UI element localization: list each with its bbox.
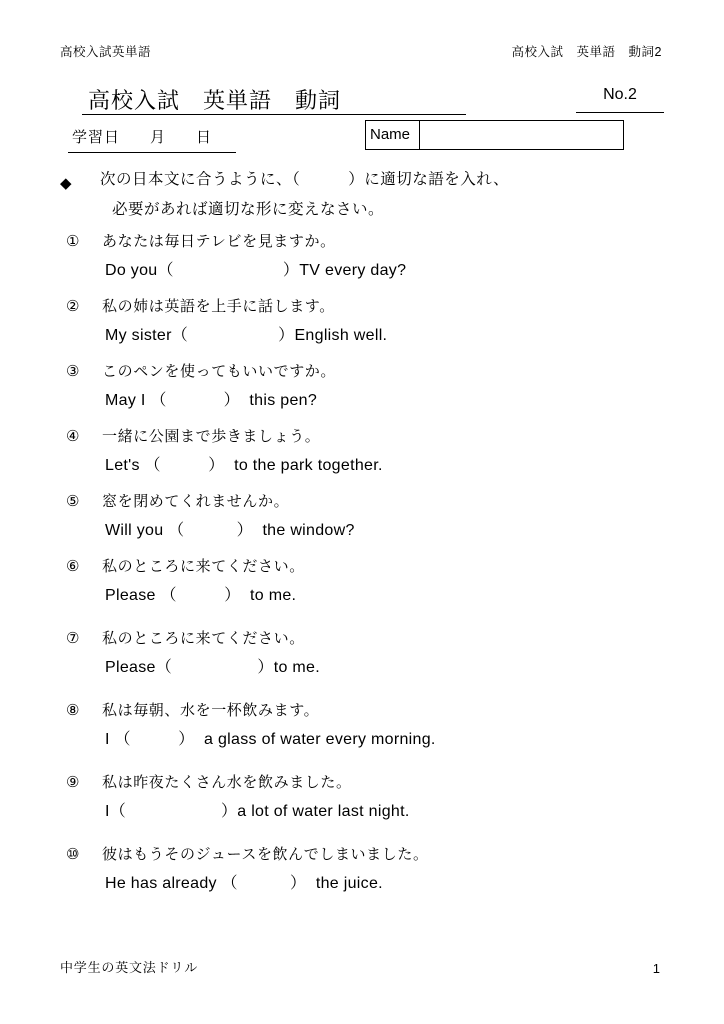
question-number: ⑨ <box>66 774 81 791</box>
question-japanese <box>60 488 680 516</box>
question-item <box>60 228 680 286</box>
question-japanese-text: 私は毎朝、水を一杯飲みます。 <box>102 702 320 719</box>
question-japanese <box>60 228 680 256</box>
study-date-underline <box>68 152 236 153</box>
question-item <box>60 358 680 416</box>
question-list <box>60 228 680 899</box>
sheet-number: No.2 <box>603 86 637 103</box>
question-item <box>60 488 680 546</box>
question-japanese-text: 私のところに来てください。 <box>102 630 305 647</box>
question-english[interactable]: He has already （ ） the juice. <box>105 875 383 892</box>
running-head-right: 高校入試 英単語 動詞2 <box>511 45 662 59</box>
question-english[interactable]: I（ ）a lot of water last night. <box>105 803 410 820</box>
question-japanese-text: 彼はもうそのジュースを飲んでしまいました。 <box>102 846 429 863</box>
question-japanese <box>60 841 680 869</box>
question-number: ② <box>66 298 81 315</box>
month-label: 月 <box>150 129 167 146</box>
question-japanese <box>60 423 680 451</box>
page-title: 高校入試 英単語 動詞 <box>88 88 342 113</box>
diamond-bullet-icon: ◆ <box>60 175 72 192</box>
name-label: Name <box>366 121 420 149</box>
question-english[interactable]: Please（ ）to me. <box>105 659 320 676</box>
question-number: ⑦ <box>66 630 81 647</box>
question-item <box>60 625 680 683</box>
question-item <box>60 841 680 899</box>
question-item <box>60 553 680 611</box>
name-box <box>365 120 624 150</box>
question-english[interactable]: Will you （ ） the window? <box>105 522 355 539</box>
instruction-line-1: 次の日本文に合うように、（ ）に適切な語を入れ、 <box>100 171 510 188</box>
question-number: ① <box>66 233 81 250</box>
question-number: ③ <box>66 363 81 380</box>
question-japanese <box>60 625 680 653</box>
question-japanese-text: このペンを使ってもいいですか。 <box>102 363 337 380</box>
question-english[interactable]: Do you（ ）TV every day? <box>105 262 407 279</box>
question-item <box>60 697 680 755</box>
meta-row <box>60 124 664 158</box>
page-number: 1 <box>652 961 660 976</box>
question-english[interactable]: I （ ） a glass of water every morning. <box>105 731 436 748</box>
question-japanese-text: あなたは毎日テレビを見ますか。 <box>102 233 336 250</box>
question-japanese <box>60 553 680 581</box>
question-english[interactable]: Let's （ ） to the park together. <box>105 457 383 474</box>
question-number: ④ <box>66 428 81 445</box>
question-english[interactable]: May I （ ） this pen? <box>105 392 318 409</box>
question-japanese <box>60 769 680 797</box>
question-english[interactable]: My sister（ ）English well. <box>105 327 388 344</box>
day-label: 日 <box>196 129 213 146</box>
question-number: ⑧ <box>66 702 81 719</box>
question-japanese <box>60 697 680 725</box>
question-japanese-text: 一緒に公園まで歩きましょう。 <box>102 428 321 445</box>
question-japanese-text: 私は昨夜たくさん水を飲みました。 <box>102 774 352 791</box>
name-input[interactable] <box>420 121 623 149</box>
question-japanese <box>60 358 680 386</box>
running-head-left: 高校入試英単語 <box>60 45 152 59</box>
question-item <box>60 423 680 481</box>
question-japanese-text: 私のところに来てください。 <box>102 558 305 575</box>
study-date-text: 学習日 <box>72 129 121 146</box>
instruction-block <box>60 165 680 225</box>
instruction-line-2: 必要があれば適切な形に変えなさい。 <box>112 201 385 218</box>
question-english[interactable]: Please （ ） to me. <box>105 587 297 604</box>
question-japanese-text: 窓を閉めてくれませんか。 <box>102 493 290 510</box>
question-item <box>60 293 680 351</box>
question-item <box>60 769 680 827</box>
question-japanese-text: 私の姉は英語を上手に話します。 <box>102 298 335 315</box>
question-number: ⑤ <box>66 493 81 510</box>
sheet-number-underline <box>576 112 664 113</box>
question-japanese <box>60 293 680 321</box>
question-number: ⑥ <box>66 558 81 575</box>
footer-source: 中学生の英文法ドリル <box>60 960 199 975</box>
title-underline <box>82 114 466 115</box>
question-number: ⑩ <box>66 846 81 863</box>
study-date-label <box>72 126 212 147</box>
title-block <box>60 84 664 120</box>
